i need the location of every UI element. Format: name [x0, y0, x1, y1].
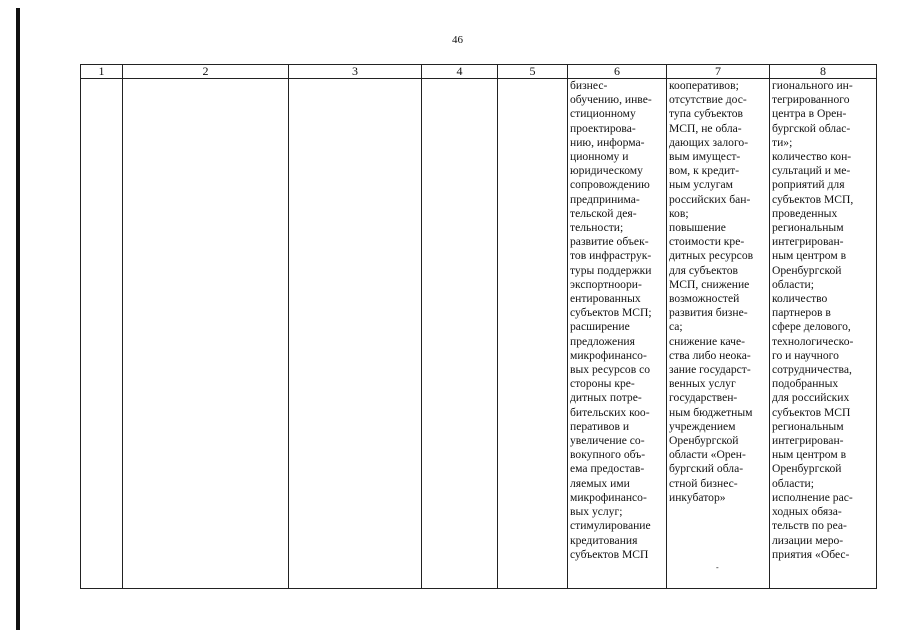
cell-line: отсутствие дос- [669, 93, 747, 107]
cell-line: снижение каче- [669, 334, 745, 348]
cell-line: ным центром в [772, 249, 847, 263]
cell-line: вокупного объ- [570, 448, 646, 462]
cell-line: ционному и [570, 150, 629, 164]
column-header-7: 7 [667, 65, 770, 79]
cell-line: микрофинансо- [570, 490, 647, 504]
cell-col-2 [123, 79, 289, 589]
cell-line: ным услугам [669, 178, 733, 192]
cell-line: кредитования [570, 533, 638, 547]
cell-line: дающих залого- [669, 135, 749, 149]
cell-line: Оренбургской [772, 462, 842, 476]
cell-line: тельств по реа- [772, 519, 847, 533]
cell-line: предложения [570, 334, 635, 348]
cell-line: исполнение рас- [772, 490, 853, 504]
cell-line: бизнес- [570, 79, 608, 92]
cell-line: субъектов МСП [570, 547, 649, 561]
cell-line: возможностей [669, 292, 740, 306]
cell-line: гионального ин- [772, 79, 853, 92]
cell-line: Оренбургской [669, 434, 739, 448]
cell-col-1 [81, 79, 123, 589]
cell-line: МСП, не обла- [669, 121, 742, 135]
cell-line: стороны кре- [570, 377, 635, 391]
column-header-4: 4 [422, 65, 498, 79]
cell-line: перативов и [570, 419, 630, 433]
cell-col-3 [289, 79, 422, 589]
cell-col-7 [667, 79, 770, 589]
cell-line: области «Орен- [669, 448, 746, 462]
page-number: 46 [452, 34, 463, 46]
cell-line: для российских [772, 391, 850, 405]
cell-line: увеличение со- [570, 434, 645, 448]
cell-line: обучению, инве- [570, 93, 652, 107]
column-header-5: 5 [498, 65, 568, 79]
cell-line: ляемых ими [570, 476, 630, 490]
cell-line: ков; [669, 206, 689, 220]
cell-line: дитных ресурсов [669, 249, 754, 263]
cell-col-4 [422, 79, 498, 589]
cell-line: зание государст- [669, 363, 751, 377]
cell-line: учреждением [669, 419, 736, 433]
cell-line: тов инфраструк- [570, 249, 652, 263]
cell-line: дитных потре- [570, 391, 642, 405]
cell-col-6-text [570, 79, 664, 562]
cell-line: МСП, снижение [669, 277, 750, 291]
cell-line: центра в Орен- [772, 107, 847, 121]
cell-line: сфере делового, [772, 320, 851, 334]
column-header-2: 2 [123, 65, 289, 79]
stray-mark: - [716, 563, 719, 572]
cell-line: венных услуг [669, 377, 736, 391]
cell-line: тегрированного [772, 93, 850, 107]
cell-line: юридическому [570, 164, 643, 178]
cell-line: сопровождению [570, 178, 650, 192]
cell-line: стимулирование [570, 519, 651, 533]
cell-line: ема предостав- [570, 462, 645, 476]
cell-line: туры поддержки [570, 263, 652, 277]
cell-col-8-text [772, 79, 874, 562]
cell-line: ства либо неока- [669, 348, 751, 362]
cell-line: области; [772, 277, 814, 291]
cell-line: са; [669, 320, 683, 334]
cell-line: роприятий для [772, 178, 845, 192]
cell-line: Оренбургской [772, 263, 842, 277]
cell-line: расширение [570, 320, 630, 334]
cell-line: стоимости кре- [669, 235, 745, 249]
cell-line: количество [772, 292, 828, 306]
cell-col-8 [770, 79, 877, 589]
cell-line: вым имущест- [669, 150, 741, 164]
cell-line: проектирова- [570, 121, 636, 135]
cell-line: интегрирован- [772, 235, 844, 249]
cell-line: субъектов МСП, [772, 192, 854, 206]
cell-line: интегрирован- [772, 434, 844, 448]
cell-col-5 [498, 79, 568, 589]
table-row [81, 79, 877, 589]
header-row [81, 65, 877, 79]
cell-line: для субъектов [669, 263, 738, 277]
cell-line: ходных обяза- [772, 505, 842, 519]
cell-line: тельности; [570, 221, 624, 235]
cell-line: нию, информа- [570, 135, 645, 149]
cell-line: сотрудничества, [772, 363, 852, 377]
cell-line: государствен- [669, 391, 738, 405]
cell-line: ентированных [570, 292, 641, 306]
cell-line: приятия «Обес- [772, 547, 850, 561]
document-table [80, 64, 877, 589]
cell-line: тельской дея- [570, 206, 637, 220]
cell-line: бургской облас- [772, 121, 851, 135]
scan-edge-line [16, 8, 20, 630]
cell-col-7-text [669, 79, 767, 505]
cell-line: го и научного [772, 348, 839, 362]
column-header-6: 6 [568, 65, 667, 79]
cell-line: количество кон- [772, 150, 852, 164]
column-header-3: 3 [289, 65, 422, 79]
cell-line: ным центром в [772, 448, 847, 462]
cell-line: партнеров в [772, 306, 831, 320]
cell-col-6 [568, 79, 667, 589]
cell-line: ти»; [772, 135, 793, 149]
cell-line: микрофинансо- [570, 348, 647, 362]
cell-line: технологическо- [772, 334, 854, 348]
cell-line: субъектов МСП [772, 405, 851, 419]
cell-line: сультаций и ме- [772, 164, 851, 178]
cell-line: вом, к кредит- [669, 164, 740, 178]
cell-line: тупа субъектов [669, 107, 744, 121]
cell-line: проведенных [772, 206, 838, 220]
cell-line: российских бан- [669, 192, 751, 206]
cell-line: кооперативов; [669, 79, 739, 92]
column-header-8: 8 [770, 65, 877, 79]
cell-line: инкубатор» [669, 490, 726, 504]
cell-line: повышение [669, 221, 726, 235]
cell-line: региональным [772, 221, 844, 235]
cell-line: бительских коо- [570, 405, 650, 419]
cell-line: стиционному [570, 107, 636, 121]
cell-line: бургский обла- [669, 462, 744, 476]
cell-line: вых услуг; [570, 505, 623, 519]
cell-line: области; [772, 476, 814, 490]
cell-line: субъектов МСП; [570, 306, 652, 320]
cell-line: лизации меро- [772, 533, 844, 547]
cell-line: региональным [772, 419, 844, 433]
cell-line: развитие объек- [570, 235, 649, 249]
cell-line: подобранных [772, 377, 839, 391]
cell-line: развития бизне- [669, 306, 748, 320]
column-header-1: 1 [81, 65, 123, 79]
cell-line: ным бюджетным [669, 405, 753, 419]
cell-line: стной бизнес- [669, 476, 738, 490]
cell-line: экспортноори- [570, 277, 642, 291]
cell-line: вых ресурсов со [570, 363, 651, 377]
cell-line: предпринима- [570, 192, 640, 206]
